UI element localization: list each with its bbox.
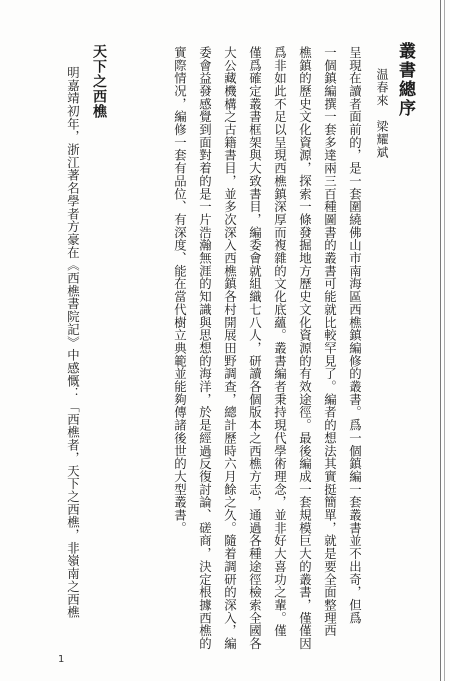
preface-line: 爲非如此不足以呈現西樵鎮深厚而複雜的文化底蘊。叢書編者秉持現代學術理念，並非好大喜功之輩。僅	[272, 46, 288, 638]
preface-line: 大公藏機構之古籍書目，並多次深入西樵鎮各村開展田野調查，總計歷時六月餘之久。隨着調研的深入，編	[222, 46, 238, 650]
page-number: 1	[58, 654, 65, 665]
page-edge-line	[440, 0, 441, 681]
preface-line: 委會益發感覺到面對着的是一片浩瀚無涯的知識與思想的海洋，於是經過反復討論、磋商，決定根據西樵的	[197, 46, 213, 650]
preface-line: 呈現在讀者面前的，是一套圍繞佛山市南海區西樵鎮編修的叢書。爲一個鎮編一套叢書並不出奇，但爲	[347, 46, 363, 625]
section-heading: 天下之西樵	[91, 44, 107, 119]
section-body-line: 明嘉靖初年，浙江著名學者方豪在《西樵書院記》中感慨：「西樵者，天下之西樵，非嶺南之西樵	[65, 66, 81, 619]
page-title: 叢書總序	[395, 42, 415, 118]
preface-line: 實際情况，編修一套有品位、有深度、能在當代樹立典範並能夠傳諸後世的大型叢書。	[172, 46, 188, 535]
preface-line: 樵鎮的歷史文化資源，探索一條發掘地方歷史文化資源的有效途徑。最後編成一套規模巨大的叢書，僅僅因	[297, 46, 313, 650]
authors-line: 温春來 梁耀斌	[375, 68, 389, 159]
page-edge-line-inner	[444, 0, 445, 681]
preface-line: 一個鎮編撰一套多達兩三百種圖書的叢書可能就比較罕見了。編者的想法其實挺簡單，就是要全面整理西	[322, 46, 338, 638]
preface-line: 僅爲確定叢書框架與大致書目，編委會就組織七八人，研讀各個版本之西樵方志，通過各種途徑檢索全國各	[247, 46, 263, 650]
